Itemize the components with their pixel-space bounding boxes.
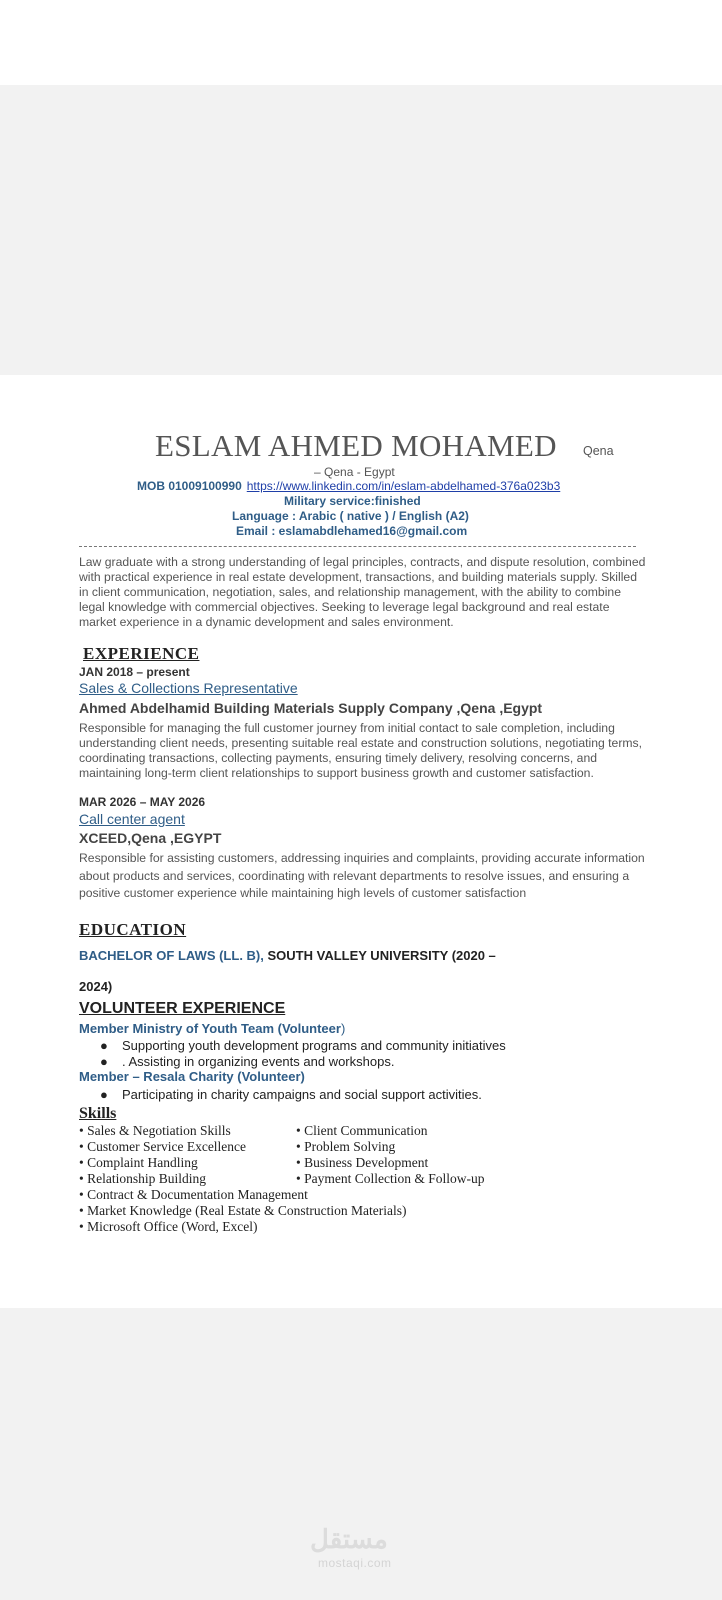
job-title: Call center agent bbox=[79, 811, 185, 827]
header-location: – Qena - Egypt bbox=[314, 465, 395, 479]
skill-item: • Market Knowledge (Real Estate & Construction Materials) bbox=[79, 1203, 407, 1218]
volunteer-role bbox=[79, 1021, 345, 1036]
job-title: Sales & Collections Representative bbox=[79, 680, 298, 696]
university-name: SOUTH VALLEY UNIVERSITY (2020 – bbox=[267, 948, 496, 963]
dashed-divider bbox=[79, 546, 636, 547]
candidate-name: ESLAM AHMED MOHAMED bbox=[155, 428, 557, 463]
education-heading: EDUCATION bbox=[79, 920, 187, 939]
military-service: Military service:finished bbox=[284, 494, 421, 508]
list-item: ● . Assisting in organizing events and workshops. bbox=[100, 1054, 395, 1069]
volunteer-role-title: Member – Resala Charity (Volunteer) bbox=[79, 1069, 305, 1084]
job-company: XCEED,Qena ,EGYPT bbox=[79, 830, 222, 846]
top-white-band bbox=[0, 0, 722, 85]
experience-heading: EXPERIENCE bbox=[83, 644, 200, 663]
job-company: Ahmed Abdelhamid Building Materials Supply Company ,Qena ,Egypt bbox=[79, 700, 543, 716]
job-description: Responsible for managing the full customer journey from initial contact to sale completion, including understanding client needs, presenting suitable real estate and construction solutions, negotiating terms, coordinating transactions, collecting payments, ensuring timely delivery, resolving concerns, and maintaining long-term client relationships to support business growth and customer satisfaction. bbox=[79, 721, 643, 780]
skill-item: • Business Development bbox=[296, 1155, 429, 1170]
watermark-logo: مستقل bbox=[310, 1524, 388, 1554]
degree-name: BACHELOR OF LAWS (LL. B), bbox=[79, 948, 264, 963]
skill-item: • Sales & Negotiation Skills bbox=[79, 1123, 231, 1138]
job-date: JAN 2018 – present bbox=[79, 665, 190, 679]
language-line: Language : Arabic ( native ) / English (A2) bbox=[232, 509, 469, 523]
skill-item: • Microsoft Office (Word, Excel) bbox=[79, 1219, 258, 1234]
volunteer-role-title: Member Ministry of Youth Team (Volunteer bbox=[79, 1021, 341, 1036]
list-item: ● Participating in charity campaigns and social support activities. bbox=[100, 1087, 482, 1102]
linkedin-link[interactable]: https://www.linkedin.com/in/eslam-abdelhamed-376a023b3 bbox=[246, 479, 561, 493]
job-description: Responsible for assisting customers, addressing inquiries and complaints, providing accurate information about products and services, coordinating with relevant departments to resolve issues, and ensuring a positive customer experience while maintaining high levels of customer satisfaction bbox=[79, 851, 645, 900]
skill-item: • Relationship Building bbox=[79, 1171, 206, 1186]
mobile-number: MOB 01009100990 bbox=[137, 479, 242, 493]
skill-item: • Client Communication bbox=[296, 1123, 428, 1138]
bullet-text: Participating in charity campaigns and social support activities. bbox=[122, 1087, 482, 1102]
professional-summary: Law graduate with a strong understanding of legal principles, contracts, and dispute resolution, combined with practical experience in real estate development, transactions, and building materials supply. Skilled in client communication, negotiation, sales, and relationship management, with the ability to combine legal knowledge with commercial objectives. Seeking to leverage legal background and real estate market experience in a dynamic development and sales environment. bbox=[79, 555, 646, 629]
skill-item: • Customer Service Excellence bbox=[79, 1139, 247, 1154]
list-item: ● Supporting youth development programs and community initiatives bbox=[100, 1038, 506, 1053]
skill-item: • Problem Solving bbox=[296, 1139, 396, 1154]
volunteer-heading: VOLUNTEER EXPERIENCE bbox=[79, 1000, 286, 1017]
top-gray-background bbox=[0, 85, 722, 375]
skills-heading: Skills bbox=[79, 1105, 117, 1122]
watermark-domain: mostaqi.com bbox=[318, 1556, 392, 1570]
contact-row bbox=[137, 479, 560, 493]
bullet-text: Supporting youth development programs and community initiatives bbox=[122, 1038, 506, 1053]
volunteer-role-title-end: ) bbox=[340, 1021, 346, 1036]
skill-item: • Contract & Documentation Management bbox=[79, 1187, 308, 1202]
bullet-text: . Assisting in organizing events and workshops. bbox=[122, 1054, 395, 1069]
skill-item: • Complaint Handling bbox=[79, 1155, 198, 1170]
skill-item: • Payment Collection & Follow-up bbox=[296, 1171, 485, 1186]
email-line: Email : eslamabdlehamed16@gmail.com bbox=[236, 524, 468, 538]
education-degree-line bbox=[79, 948, 496, 963]
education-year-end: 2024) bbox=[79, 979, 113, 994]
header-city: Qena bbox=[583, 444, 614, 458]
job-date: MAR 2026 – MAY 2026 bbox=[79, 795, 206, 809]
